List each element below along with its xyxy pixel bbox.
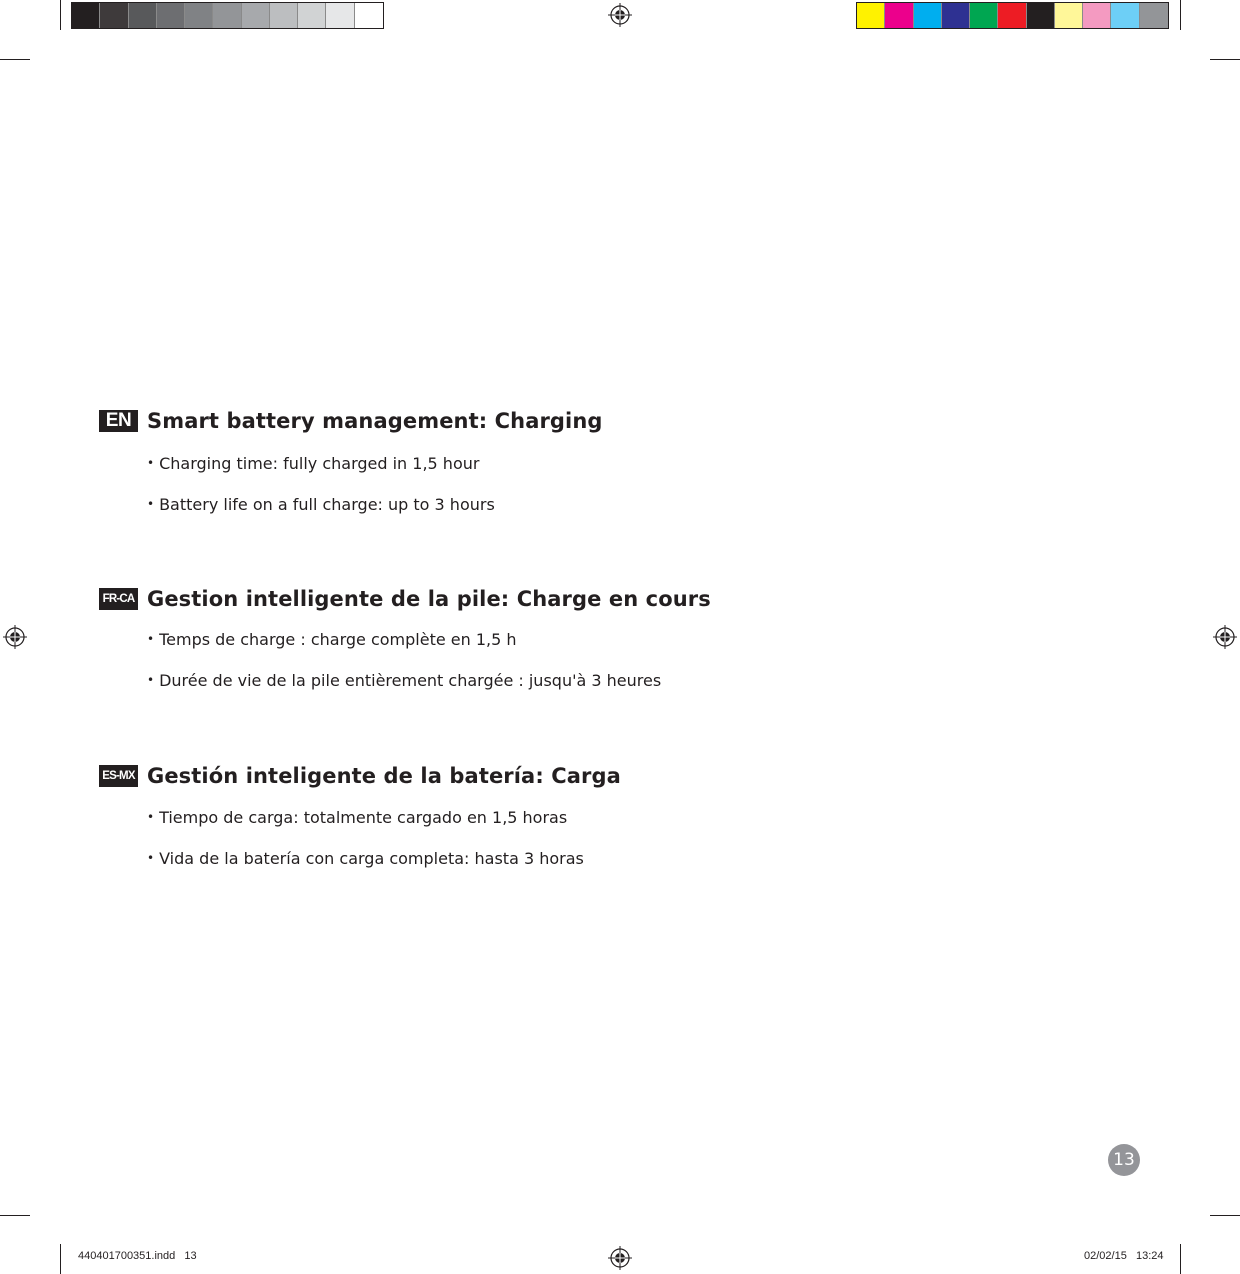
color-swatch: [242, 3, 270, 28]
page-number: 13: [1108, 1144, 1140, 1176]
bullet-list: [99, 797, 621, 879]
color-swatch: [1111, 3, 1139, 28]
color-swatch: [1055, 3, 1083, 28]
heading-row: [99, 586, 711, 612]
language-badge: EN: [99, 410, 138, 432]
crop-mark: [0, 59, 30, 60]
crop-mark: [1180, 0, 1181, 30]
color-swatch: [942, 3, 970, 28]
heading-row: [99, 763, 621, 789]
color-swatch: [213, 3, 241, 28]
list-item: • Vida de la batería con carga completa: hasta 3 horas: [147, 838, 621, 879]
slug-file-info: 440401700351.indd 13: [78, 1250, 197, 1262]
color-swatch: [1027, 3, 1055, 28]
color-swatch: [355, 3, 383, 28]
crop-mark: [1180, 1244, 1181, 1274]
list-item: • Charging time: fully charged in 1,5 hour: [147, 443, 603, 484]
color-swatch: [914, 3, 942, 28]
color-swatch: [100, 3, 128, 28]
list-item: • Durée de vie de la pile entièrement chargée : jusqu'à 3 heures: [147, 660, 711, 701]
color-swatch: [326, 3, 354, 28]
color-swatch: [1083, 3, 1111, 28]
color-swatch: [1140, 3, 1168, 28]
process-color-bar: [856, 2, 1169, 29]
language-badge: FR-CA: [99, 588, 138, 610]
list-item: • Temps de charge : charge complète en 1,5 h: [147, 619, 711, 660]
crop-mark: [1210, 59, 1240, 60]
list-item: • Battery life on a full charge: up to 3 hours: [147, 484, 603, 525]
color-swatch: [298, 3, 326, 28]
color-swatch: [185, 3, 213, 28]
slug-date-info: 02/02/15 13:24: [1084, 1250, 1164, 1262]
section-heading: Smart battery management: Charging: [147, 409, 603, 433]
crop-mark: [0, 1215, 30, 1216]
bullet-list: [99, 619, 711, 701]
color-swatch: [970, 3, 998, 28]
color-swatch: [998, 3, 1026, 28]
crop-mark: [60, 1244, 61, 1274]
grayscale-color-bar: [71, 2, 384, 29]
color-swatch: [157, 3, 185, 28]
color-swatch: [270, 3, 298, 28]
list-item: • Tiempo de carga: totalmente cargado en 1,5 horas: [147, 797, 621, 838]
language-badge: ES-MX: [99, 765, 138, 787]
crop-mark: [1210, 1215, 1240, 1216]
color-swatch: [129, 3, 157, 28]
registration-mark-icon: [608, 1246, 632, 1270]
section-en: [99, 408, 603, 525]
registration-mark-icon: [1213, 625, 1237, 649]
heading-row: [99, 408, 603, 434]
section-es-mx: [99, 763, 621, 879]
color-swatch: [72, 3, 100, 28]
section-heading: Gestion intelligente de la pile: Charge en cours: [147, 587, 711, 611]
color-swatch: [857, 3, 885, 28]
registration-mark-icon: [3, 625, 27, 649]
crop-mark: [60, 0, 61, 30]
section-heading: Gestión inteligente de la batería: Carga: [147, 764, 621, 788]
registration-mark-icon: [608, 3, 632, 27]
color-swatch: [885, 3, 913, 28]
bullet-list: [99, 443, 603, 525]
section-fr-ca: [99, 586, 711, 701]
